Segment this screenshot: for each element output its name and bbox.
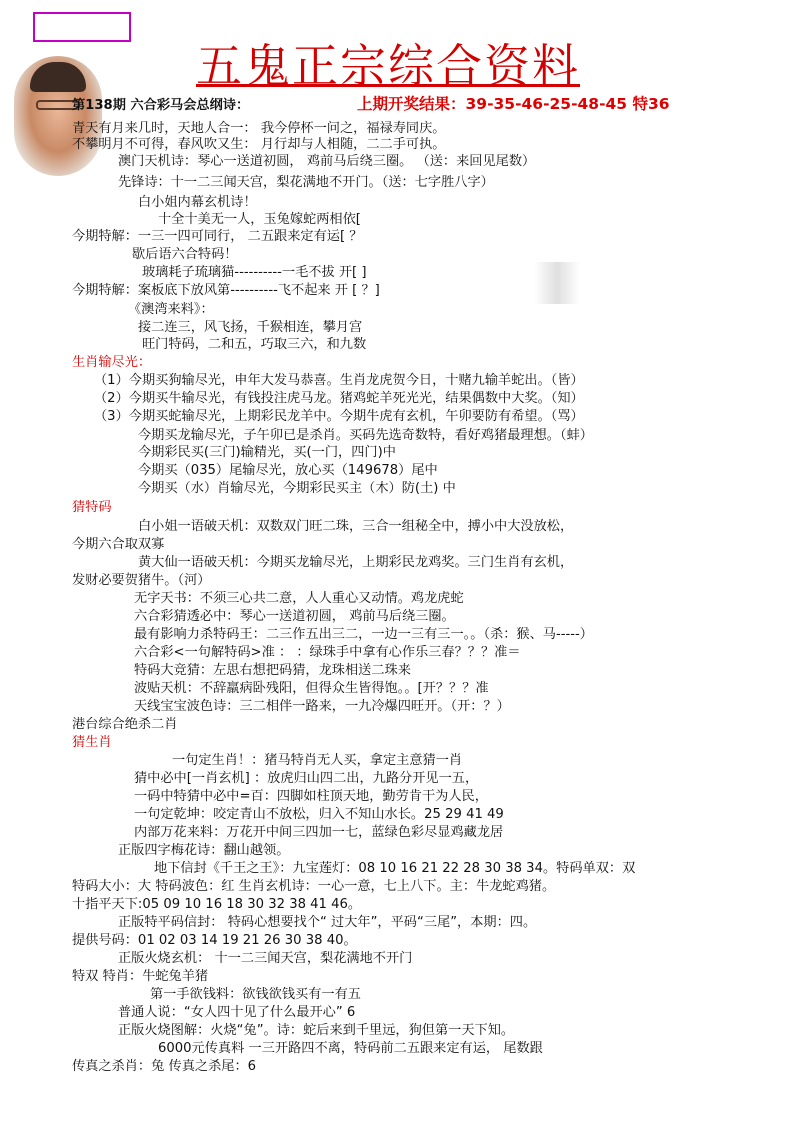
text-line: 白小姐一语破天机：双数双门旺二珠，三合一组秘全中，搏小中大没放松， [138, 519, 574, 534]
text-line: 正版四字梅花诗：翻山越领。 [118, 843, 290, 858]
text-line: 特码大小：大 特码波色：红 生肖玄机诗：一心一意，七上八下。主：牛龙蛇鸡猪。 [72, 879, 556, 894]
text-line: 澳门天机诗：琴心一送道初圆， 鸡前马后绕三圈。 （送：来回见尾数） [118, 154, 536, 169]
text-line: 今期六合取双寡 [72, 537, 165, 552]
text-line: （3）今期买蛇输尽光，上期彩民龙羊中。今期牛虎有玄机，午卯要防有希望。（骂） [94, 409, 584, 424]
text-line: 玻璃耗子琉璃猫----------一毛不拔 开[ ] [142, 265, 367, 280]
text-line: 歇后语六合特码！ [132, 247, 238, 262]
text-line: 六合彩<一句解特码>准 ： ：绿珠手中拿有心作乐三春？？？准＝ [134, 645, 521, 660]
text-line: 一句定生肖！：猪马特肖无人买，拿定主意猜一肖 [172, 753, 463, 768]
text-line: 十全十美无一人，玉兔嫁蛇两相依[ [158, 212, 361, 227]
text-line: 地下信封《千王之王》：九宝莲灯：08 10 16 21 22 28 30 38 34。特码单双：双 [154, 861, 636, 876]
text-line: 最有影响力杀特码王：二三作五出三二，一边一三有三一。。（杀：猴、马-----） [134, 627, 593, 642]
text-line: 今期买（035）尾输尽光，放心买（149678）尾中 [138, 463, 438, 478]
text-line: 今期特解：案板底下放风第----------飞不起来 开 [ ？] [72, 283, 380, 298]
corner-frame [33, 12, 131, 42]
text-line: 普通人说：“女人四十见了什么最开心” 6 [118, 1005, 356, 1020]
text-line: 今期彩民买(三门)输精光，买(一门，四门)中 [138, 445, 396, 460]
text-line: 港台综合绝杀二肖 [72, 717, 178, 732]
text-line: 六合彩猜透必中：琴心一送道初圆， 鸡前马后绕三圈。 [134, 609, 455, 624]
text-line: 今期买龙输尽光，子午卯已是杀肖。买码先选奇数特，看好鸡猪最理想。（蚌） [138, 428, 593, 443]
text-line: 6000元传真料 一三开路四不离，特码前二五跟来定有运， 尾数跟 [158, 1041, 543, 1056]
text-line: 《澳湾来料》： [128, 302, 214, 317]
text-line: 猜生肖 [72, 735, 112, 750]
text-line: 提供号码：01 02 03 14 19 21 26 30 38 40。 [72, 933, 357, 948]
text-line: 青天有月来几时，天地人合一： 我今停杯一问之，福禄寿同庆。 [72, 121, 446, 136]
text-line: （2）今期买牛输尽光，有钱投注虎马龙。猪鸡蛇羊死光光，结果偶数中大奖。（知） [94, 391, 584, 406]
text-line: 猜特码 [72, 500, 112, 515]
text-line: 第一手欲钱料：欲钱欲钱买有一有五 [150, 987, 361, 1002]
text-line: 一码中特猜中必中=百：四脚如柱顶天地，勤劳肯干为人民， [134, 789, 488, 804]
text-line: 今期特解：一三一四可同行， 二五跟来定有运[ ？ [72, 229, 363, 244]
text-line: 正版特平码信封： 特码心想要找个“ 过大年”，平码“三尾”，本期：四。 [118, 915, 537, 930]
text-line: 先锋诗：十一二三闻天宫，梨花满地不开门。（送：七字胜八字） [118, 175, 494, 190]
text-line: 白小姐内幕玄机诗！ [138, 195, 257, 210]
text-line: 特码大竞猜：左思右想把码猜，龙珠相送二珠来 [134, 663, 411, 678]
text-line: 特双 特肖：牛蛇兔羊猪 [72, 969, 209, 984]
avatar-hair [30, 62, 86, 92]
scan-smudge [534, 262, 580, 304]
text-line: 传真之杀肖：兔 传真之杀尾：6 [72, 1059, 257, 1074]
text-line: 旺门特码，二和五，巧取三六，和九数 [142, 337, 367, 352]
text-line: 波贴天机：不辞羸病卧残阳，但得众生皆得饱。。[开？？？准 [134, 681, 489, 696]
text-line: 猜中必中[一肖玄机] ：放虎归山四二出，九路分开见一五， [134, 771, 479, 786]
text-line: 内部万花来料：万花开中间三四加一七，蓝绿色彩尽显鸡藏龙居 [134, 825, 504, 840]
text-line: 十指平天下:05 09 10 16 18 30 32 38 41 46。 [72, 897, 362, 912]
text-line: 正版火烧图解：火烧“兔”。诗：蛇后来到千里远，狗但第一天下知。 [118, 1023, 515, 1038]
text-line: 第138期 六合彩马会总纲诗： [72, 98, 250, 113]
text-line: 不攀明月不可得，春风吹又生： 月行却与人相随，二二手可执。 [72, 137, 446, 152]
text-line: （1）今期买狗输尽光，申年大发马恭喜。生肖龙虎贺今日，十赌九输羊蛇出。（皆） [94, 373, 584, 388]
avatar [14, 56, 102, 176]
text-line: 发财必要贺猪牛。（河） [72, 573, 211, 588]
text-line: 今期买（水）肖输尽光，今期彩民买主（木）防(土) 中 [138, 481, 456, 496]
text-line: 正版火烧玄机： 十一二三闻天宫，梨花满地不开门 [118, 951, 413, 966]
text-line: 无字天书：不须三心共二意，人人重心又动情。鸡龙虎蛇 [134, 591, 464, 606]
page-title: 五鬼正宗综合资料 [196, 39, 580, 93]
text-line: 天线宝宝波色诗：三二相伴一路来，一九冷爆四旺开。（开：？） [134, 699, 510, 714]
text-line: 黄大仙一语破天机：今期买龙输尽光，上期彩民龙鸡奖。三门生肖有玄机， [138, 555, 574, 570]
text-line: 接二连三，风飞扬，千猴相连，攀月宫 [138, 320, 363, 335]
text-line: 生肖输尽光： [72, 355, 152, 370]
text-line: 一句定乾坤：咬定青山不放松，归入不知山水长。25 29 41 49 [134, 807, 504, 822]
last-draw-result: 上期开奖结果：39-35-46-25-48-45 特36 [357, 95, 670, 113]
